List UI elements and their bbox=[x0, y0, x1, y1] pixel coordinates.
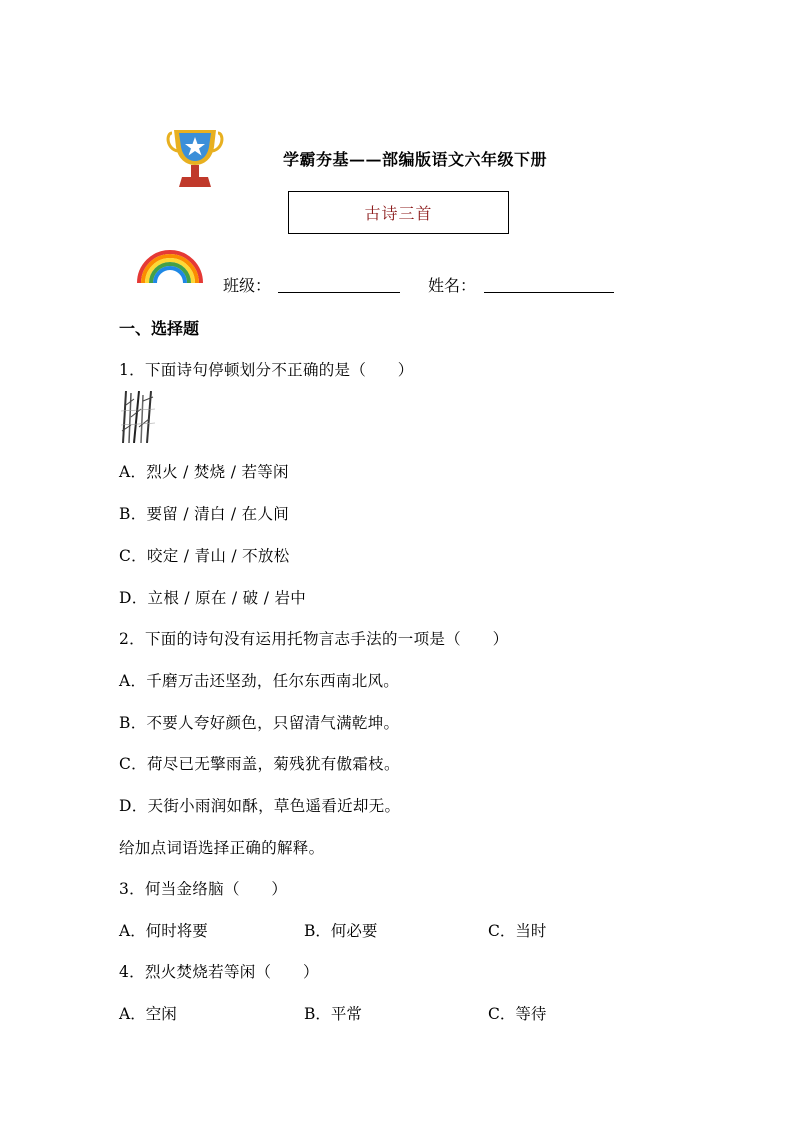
question-1-stem: 1．下面诗句停顿划分不正确的是（ ） bbox=[119, 361, 414, 379]
question-4-options bbox=[119, 1002, 619, 1024]
lesson-title: 古诗三首 bbox=[364, 204, 433, 223]
question-3-option-c[interactable]: C．当时 bbox=[488, 922, 547, 940]
trophy-icon bbox=[164, 127, 226, 189]
question-2-option-d[interactable]: D．天街小雨润如酥，草色遥看近却无。 bbox=[119, 797, 401, 815]
question-1-option-c[interactable]: C．咬定 / 青山 / 不放松 bbox=[119, 547, 290, 565]
question-3-option-a[interactable]: A．何时将要 bbox=[119, 922, 208, 940]
class-label: 班级： bbox=[223, 276, 272, 295]
rainbow-icon bbox=[135, 247, 205, 285]
question-1-option-d[interactable]: D．立根 / 原在 / 破 / 岩中 bbox=[119, 589, 307, 607]
question-2-option-c[interactable]: C．荷尽已无擎雨盖，菊残犹有傲霜枝。 bbox=[119, 755, 400, 773]
question-1-option-a[interactable]: A．烈火 / 焚烧 / 若等闲 bbox=[119, 463, 289, 481]
question-1-option-b[interactable]: B．要留 / 清白 / 在人间 bbox=[119, 505, 290, 523]
question-2-option-a[interactable]: A．千磨万击还坚劲，任尔东西南北风。 bbox=[119, 672, 400, 690]
question-3-options bbox=[119, 919, 619, 941]
instruction-text: 给加点词语选择正确的解释。 bbox=[119, 839, 325, 857]
question-3-stem: 3．何当金络脑（ ） bbox=[119, 880, 288, 898]
question-4-stem: 4．烈火焚烧若等闲（ ） bbox=[119, 963, 319, 981]
name-field[interactable] bbox=[484, 292, 614, 293]
section-title: 一、选择题 bbox=[119, 319, 200, 338]
bamboo-image bbox=[119, 391, 155, 443]
question-3-option-b[interactable]: B．何必要 bbox=[304, 922, 378, 940]
question-2-stem: 2．下面的诗句没有运用托物言志手法的一项是（ ） bbox=[119, 630, 509, 648]
question-4-option-a[interactable]: A．空闲 bbox=[119, 1005, 177, 1023]
class-field[interactable] bbox=[278, 292, 400, 293]
question-4-option-b[interactable]: B．平常 bbox=[304, 1005, 362, 1023]
lesson-title-box bbox=[288, 191, 509, 234]
question-4-option-c[interactable]: C．等待 bbox=[488, 1005, 547, 1023]
question-2-option-b[interactable]: B．不要人夸好颜色，只留清气满乾坤。 bbox=[119, 714, 400, 732]
header-title: 学霸夯基——部编版语文六年级下册 bbox=[283, 150, 548, 169]
name-label: 姓名： bbox=[428, 276, 477, 295]
